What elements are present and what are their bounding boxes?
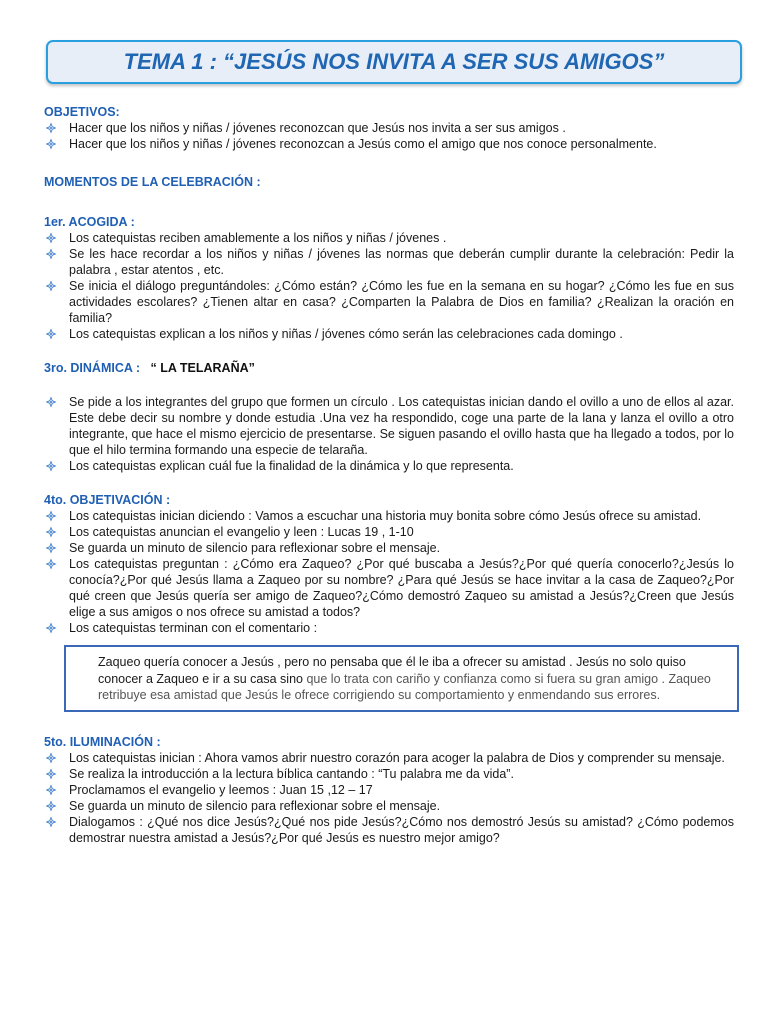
diamond-bullet-icon — [45, 800, 57, 812]
momentos-heading: MOMENTOS DE LA CELEBRACIÓN : — [44, 175, 261, 189]
list-item: Los catequistas preguntan : ¿Cómo era Zaqueo? ¿Por qué buscaba a Jesús?¿Por qué quería conocerlo?¿Jesús lo conocía?¿Por qué Jesús llama a Zaqueo por su nombre? ¿Para qué Jesús se hace invitar a la casa de Zaqueo?¿Por qué creen que Jesús quería ser amigo de Zaqueo?¿Cómo demostró Zaqueo su amistad a Jesús?¿Creen que Jesús elige a sus amigos o nos ofrece su amistad a todos? — [44, 556, 734, 620]
comment-text-continued: que lo trata con cariño y confianza como si fuera su gran amigo . Zaqueo retribuye esa amistad que Jesús le ofrece corrigiendo su comportamiento y enmendando sus errores. — [98, 671, 711, 702]
diamond-bullet-icon — [45, 280, 57, 292]
diamond-bullet-icon — [45, 248, 57, 260]
list-item: Los catequistas inician : Ahora vamos abrir nuestro corazón para acoger la palabra de Dios y comprender su mensaje. — [44, 750, 734, 766]
list-item: Se guarda un minuto de silencio para reflexionar sobre el mensaje. — [44, 540, 734, 556]
list-item: Los catequistas terminan con el comentario : — [44, 620, 734, 636]
dinamica-heading: 3ro. DINÁMICA : “ LA TELARAÑA” — [44, 361, 255, 375]
document-body — [44, 104, 734, 846]
list-item: Los catequistas inician diciendo : Vamos a escuchar una historia muy bonita sobre cómo Jesús ofrece su amistad. — [44, 508, 734, 524]
dinamica-subtitle: “ LA TELARAÑA” — [150, 361, 255, 375]
diamond-bullet-icon — [45, 768, 57, 780]
diamond-bullet-icon — [45, 396, 57, 408]
list-item: Se guarda un minuto de silencio para reflexionar sobre el mensaje. — [44, 798, 734, 814]
acogida-heading: 1er. ACOGIDA : — [44, 215, 135, 229]
diamond-bullet-icon — [45, 460, 57, 472]
diamond-bullet-icon — [45, 138, 57, 150]
list-item: Los catequistas anuncian el evangelio y leen : Lucas 19 , 1-10 — [44, 524, 734, 540]
list-item: Los catequistas reciben amablemente a los niños y niñas / jóvenes . — [44, 230, 734, 246]
iluminacion-list — [44, 750, 734, 846]
comment-text: Zaqueo quería conocer a Jesús , pero no pensaba que él le iba a ofrecer su amistad . Jesús no solo quiso conocer a Zaqueo e ir a su casa sino — [98, 655, 686, 686]
acogida-list — [44, 230, 734, 342]
diamond-bullet-icon — [45, 752, 57, 764]
list-item: Se pide a los integrantes del grupo que formen un círculo . Los catequistas inician dando el ovillo a uno de ellos al azar. Este debe decir su nombre y donde estudia .Una vez ha respondido, coge una parte de la lana y lanza el ovillo a otro integrante, que hace el mismo ejercicio de presentarse. Se siguen pasando el ovillo hasta que ha llegado a todos, por lo que el hilo termina formando una especie de telaraña. — [44, 394, 734, 458]
list-item: Se les hace recordar a los niños y niñas / jóvenes las normas que deberán cumplir durante la celebración: Pedir la palabra , estar atentos , etc. — [44, 246, 734, 278]
diamond-bullet-icon — [45, 622, 57, 634]
diamond-bullet-icon — [45, 526, 57, 538]
diamond-bullet-icon — [45, 510, 57, 522]
diamond-bullet-icon — [45, 328, 57, 340]
diamond-bullet-icon — [45, 122, 57, 134]
dinamica-list — [44, 394, 734, 474]
diamond-bullet-icon — [45, 816, 57, 828]
iluminacion-heading: 5to. ILUMINACIÓN : — [44, 734, 161, 749]
diamond-bullet-icon — [45, 542, 57, 554]
list-item: Los catequistas explican a los niños y niñas / jóvenes cómo serán las celebraciones cada domingo . — [44, 326, 734, 342]
diamond-bullet-icon — [45, 558, 57, 570]
list-item: Hacer que los niños y niñas / jóvenes reconozcan que Jesús nos invita a ser sus amigos . — [44, 120, 734, 136]
list-item: Proclamamos el evangelio y leemos : Juan 15 ,12 – 17 — [44, 782, 734, 798]
diamond-bullet-icon — [45, 232, 57, 244]
list-item: Se realiza la introducción a la lectura bíblica cantando : “Tu palabra me da vida”. — [44, 766, 734, 782]
list-item: Hacer que los niños y niñas / jóvenes reconozcan a Jesús como el amigo que nos conoce personalmente. — [44, 136, 734, 152]
objetivos-list — [44, 120, 734, 152]
list-item: Dialogamos : ¿Qué nos dice Jesús?¿Qué nos pide Jesús?¿Cómo nos demostró Jesús su amistad? ¿Cómo podemos demostrar nuestra amistad a Jesús?¿Por qué Jesús es nuestro mejor amigo? — [44, 814, 734, 846]
comment-box — [64, 645, 739, 712]
list-item: Se inicia el diálogo preguntándoles: ¿Cómo están? ¿Cómo les fue en la semana en su hogar? ¿Cómo les fue en sus actividades escolares? ¿Tienen altar en casa? ¿Comparten la Palabra de Dios en familia? ¿Realizan la oración en familia? — [44, 278, 734, 326]
objetivacion-heading: 4to. OBJETIVACIÓN : — [44, 493, 171, 507]
diamond-bullet-icon — [45, 784, 57, 796]
objetivos-heading: OBJETIVOS: — [44, 105, 120, 119]
title-banner — [46, 40, 742, 84]
objetivacion-list — [44, 508, 734, 636]
page-title: TEMA 1 : “JESÚS NOS INVITA A SER SUS AMIGOS” — [123, 49, 665, 74]
list-item: Los catequistas explican cuál fue la finalidad de la dinámica y lo que representa. — [44, 458, 734, 474]
